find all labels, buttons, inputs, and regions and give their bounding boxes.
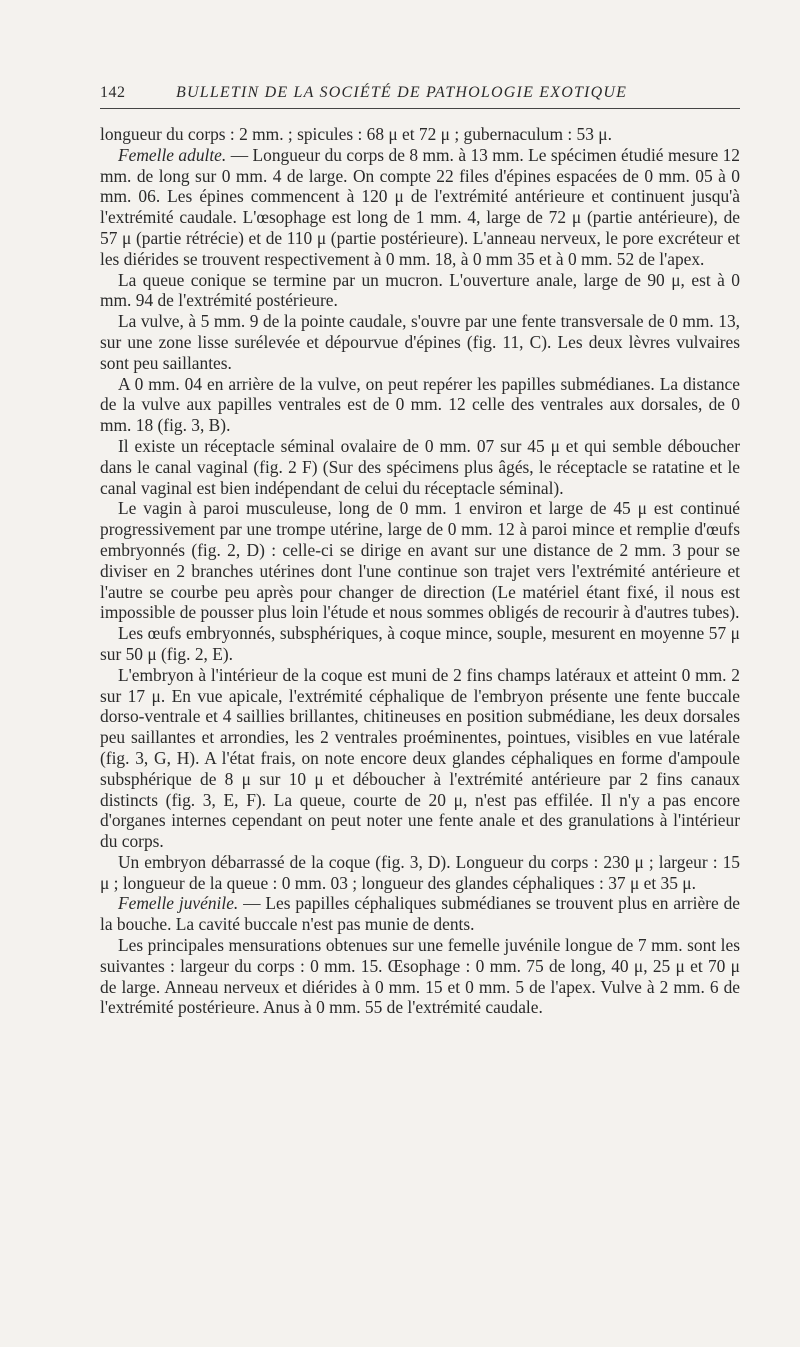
paragraph — [100, 935, 740, 1018]
paragraph-text: La queue conique se termine par un mucron. L'ouverture anale, large de 90 μ, est à 0 mm. 94 de l'extrémité postérieure. — [100, 269, 740, 311]
paragraph — [100, 665, 740, 852]
paragraph-text: — Les papilles céphaliques submédianes se trouvent plus en arrière de la bouche. La cavité buccale n'est pas munie de dents. — [100, 893, 740, 935]
paragraph — [100, 623, 740, 665]
paragraph-text: L'embryon à l'intérieur de la coque est muni de 2 fins champs latéraux et atteint 0 mm. 2 sur 17 μ. En vue apicale, l'extrémité céphalique de l'embryon présente une fente buccale dorso-ventrale et 4 saillies brillantes, chitineuses en position submédiane, les deux dorsales peu saillantes et arrondies, les 2 ventrales proéminentes, pointues, visibles en vue latérale (fig. 3, G, H). A l'état frais, on note encore deux glandes céphaliques en forme d'ampoule subsphérique de 8 μ sur 10 μ et déboucher à l'extrémité antérieure par 2 fins canaux distincts (fig. 3, E, F). La queue, courte de 20 μ, n'est pas effilée. Il n'y a pas encore d'organes internes cependant on peut noter une fente anale et des granulations à l'intérieur du corps. — [100, 664, 740, 852]
paragraph — [100, 374, 740, 436]
paragraph-text: longueur du corps : 2 mm. ; spicules : 68 μ et 72 μ ; gubernaculum : 53 μ. — [100, 124, 612, 144]
paragraph — [100, 145, 740, 270]
paragraph — [100, 270, 740, 312]
paragraph-text: Un embryon débarrassé de la coque (fig. 3, D). Longueur du corps : 230 μ ; largeur : 15 μ ; longueur de la queue : 0 mm. 03 ; longueur des glandes céphaliques : 37 μ et 35 μ. — [100, 851, 740, 893]
paragraph-text: Les principales mensurations obtenues sur une femelle juvénile longue de 7 mm. sont les suivantes : largeur du corps : 0 mm. 15. Œsophage : 0 mm. 75 de long, 40 μ, 25 μ et 70 μ de large. Anneau nerveux et diérides à 0 mm. 15 et 0 mm. 5 de l'apex. Vulve à 2 mm. 6 de l'extrémité postérieure. Anus à 0 mm. 55 de l'extrémité caudale. — [100, 935, 740, 1018]
running-header — [100, 84, 740, 109]
page-number: 142 — [100, 84, 126, 101]
paragraph — [100, 893, 740, 935]
paragraph-text: A 0 mm. 04 en arrière de la vulve, on peut repérer les papilles submédianes. La distance de la vulve aux papilles ventrales est de 0 mm. 12 celle des ventrales aux dorsales, de 0 mm. 18 (fig. 3, B). — [100, 373, 740, 436]
section-lead: Femelle juvénile. — [118, 893, 239, 914]
paragraph — [100, 498, 740, 623]
paragraph — [100, 852, 740, 894]
paragraph — [100, 124, 740, 145]
paragraph-text: La vulve, à 5 mm. 9 de la pointe caudale, s'ouvre par une fente transversale de 0 mm. 13, sur une zone lisse surélevée et dépourvue d'épines (fig. 11, C). Les deux lèvres vulvaires sont peu saillantes. — [100, 311, 740, 373]
paragraph — [100, 436, 740, 498]
section-lead: Femelle adulte. — [118, 144, 227, 165]
paragraph-text: Les œufs embryonnés, subsphériques, à coque mince, souple, mesurent en moyenne 57 μ sur 50 μ (fig. 2, E). — [100, 623, 740, 664]
body-text — [100, 124, 740, 1018]
paragraph-text: Le vagin à paroi musculeuse, long de 0 mm. 1 environ et large de 45 μ est continué progressivement par une trompe utérine, large de 0 mm. 12 à paroi mince et remplie d'œufs embryonnés (fig. 2, D) : celle-ci se dirige en avant sur une distance de 2 mm. 3 pour se diviser en 2 branches utérines dont l'une continue son trajet vers l'extrémité antérieure et l'autre se courbe peu après pour changer de direction (Le matériel étant fixé, il nous est impossible de pousser plus loin l'étude et nous sommes obligés de recourir à d'autres tubes). — [100, 498, 740, 623]
paragraph-text: Il existe un réceptacle séminal ovalaire de 0 mm. 07 sur 45 μ et qui semble déboucher dans le canal vaginal (fig. 2 F) (Sur des spécimens plus âgés, le réceptacle se ratatine et le canal vaginal est bien indépendant de celui du réceptacle séminal). — [100, 435, 740, 498]
paragraph — [100, 311, 740, 373]
paragraph-text: — Longueur du corps de 8 mm. à 13 mm. Le spécimen étudié mesure 12 mm. de long sur 0 mm. 4 de large. On compte 22 files d'épines espacées de 0 mm. 05 à 0 mm. 06. Les épines commencent à 120 μ de l'extrémité antérieure et continuent jusqu'à l'extrémité caudale. L'œsophage est long de 1 mm. 4, large de 72 μ (partie antérieure), de 57 μ (partie rétrécie) et de 110 μ (partie postérieure). L'anneau nerveux, le pore excréteur et les diérides se trouvent respectivement à 0 mm. 18, à 0 mm 35 et à 0 mm. 52 de l'apex. — [100, 144, 740, 269]
journal-title: BULLETIN DE LA SOCIÉTÉ DE PATHOLOGIE EXOTIQUE — [176, 84, 628, 101]
